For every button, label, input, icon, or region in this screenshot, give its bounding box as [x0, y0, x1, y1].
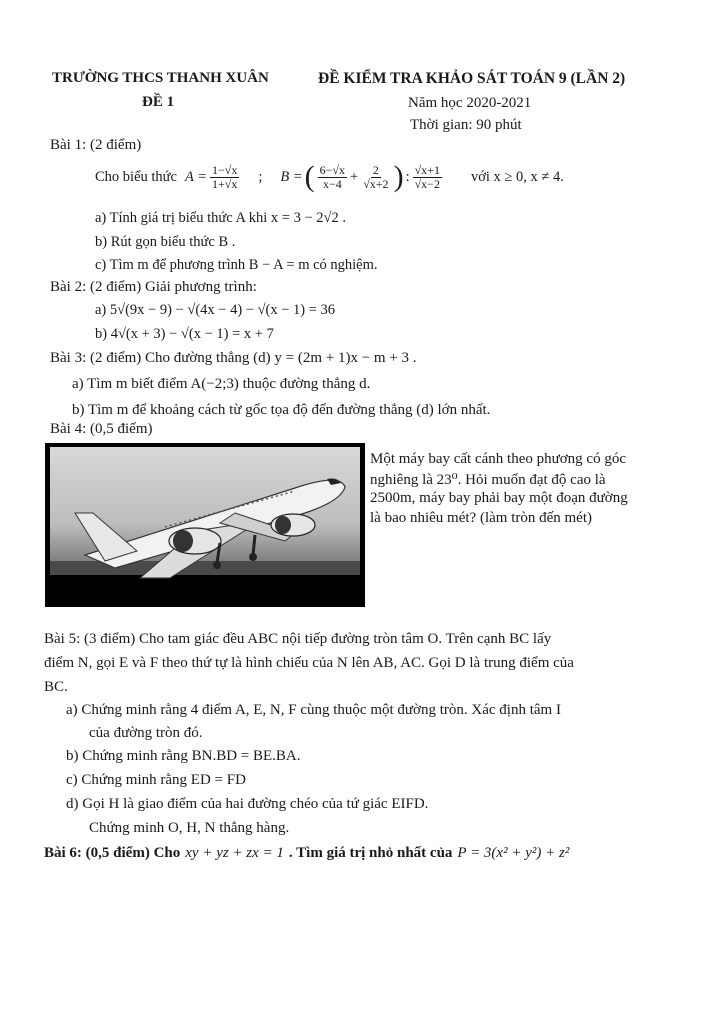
- problem-6: [44, 845, 569, 862]
- problem-3-heading: Bài 3: (2 điểm) Cho đường thẳng (d) y = (2m + 1)x − m + 3 .: [50, 350, 417, 366]
- problem-1c: c) Tìm m để phương trình B − A = m có nghiệm.: [95, 257, 378, 273]
- school-year: Năm học 2020-2021: [408, 95, 532, 111]
- expr-b-f3-numerator: √x+1: [414, 162, 440, 177]
- domain-condition: với x ≥ 0, x ≠ 4.: [470, 168, 564, 185]
- expr-b-f2-numerator: 2: [372, 162, 379, 177]
- school-name: TRƯỜNG THCS THANH XUÂN: [52, 70, 269, 86]
- expr-a-fraction: [210, 164, 239, 191]
- exam-title: ĐỀ KIỂM TRA KHẢO SÁT TOÁN 9 (LẦN 2): [318, 70, 626, 87]
- problem-5-line-3: BC.: [44, 679, 68, 695]
- problem-4-line-3: 2500m, máy bay phải bay một đoạn đường: [370, 490, 628, 506]
- expr-b-fraction-1: [318, 164, 347, 191]
- problem-5c: c) Chứng minh rằng ED = FD: [66, 772, 246, 788]
- expr-b-lhs: B =: [280, 168, 303, 185]
- problem-5-line-1: Bài 5: (3 điểm) Cho tam giác đều ABC nội tiếp đường tròn tâm O. Trên cạnh BC lấy: [44, 631, 552, 647]
- expr-separator: ;: [258, 168, 263, 185]
- problem-4-line-2: nghiêng là 23⁰. Hỏi muốn đạt độ cao là: [370, 472, 606, 488]
- expr-b-fraction-2: [361, 164, 390, 191]
- plus-sign: +: [350, 168, 359, 185]
- exam-code: ĐỀ 1: [142, 94, 175, 110]
- problem-1b: b) Rút gọn biểu thức B .: [95, 234, 236, 250]
- problem-1-expressions: [95, 162, 564, 192]
- exam-time: Thời gian: 90 phút: [410, 117, 522, 133]
- expr-intro: Cho biểu thức: [95, 168, 177, 185]
- expr-a-numerator: 1−√x: [211, 162, 238, 177]
- airplane-illustration: [45, 443, 365, 607]
- expr-b-f3-denominator: √x−2: [414, 176, 440, 191]
- problem-6-heading: Bài 6: (0,5 điểm) Cho: [44, 845, 181, 861]
- divide-sign: :: [405, 168, 410, 185]
- problem-5d-line-2: Chứng minh O, H, N thẳng hàng.: [89, 820, 290, 836]
- problem-4-line-1: Một máy bay cất cánh theo phương có góc: [370, 451, 626, 467]
- problem-5d-line-1: d) Gọi H là giao điểm của hai đường chéo của tứ giác EIFD.: [66, 796, 429, 812]
- problem-6-expression: P = 3(x² + y²) + z²: [457, 845, 570, 861]
- problem-2a: a) 5√(9x − 9) − √(4x − 4) − √(x − 1) = 36: [95, 302, 336, 318]
- problem-1-heading: Bài 1: (2 điểm): [50, 137, 142, 153]
- problem-5a-line-1: a) Chứng minh rằng 4 điểm A, E, N, F cùng thuộc một đường tròn. Xác định tâm I: [66, 702, 561, 718]
- problem-5a-line-2: của đường tròn đó.: [89, 725, 203, 741]
- problem-1a: a) Tính giá trị biểu thức A khi x = 3 − 2√2 .: [95, 210, 346, 226]
- problem-3a: a) Tìm m biết điểm A(−2;3) thuộc đường thẳng d.: [72, 376, 371, 392]
- problem-5-line-2: điểm N, gọi E và F theo thứ tự là hình chiếu của N lên AB, AC. Gọi D là trung điểm của: [44, 655, 574, 671]
- close-paren: ): [393, 160, 404, 193]
- problem-2-heading: Bài 2: (2 điểm) Giải phương trình:: [50, 279, 257, 295]
- problem-3b: b) Tìm m để khoảng cách từ gốc tọa độ đến đường thẳng (d) lớn nhất.: [72, 402, 491, 418]
- problem-5b: b) Chứng minh rằng BN.BD = BE.BA.: [66, 748, 301, 764]
- problem-4-line-4: là bao nhiêu mét? (làm tròn đến mét): [370, 510, 593, 526]
- problem-6-condition: xy + yz + zx = 1: [185, 845, 284, 861]
- expr-a-denominator: 1+√x: [211, 176, 238, 191]
- problem-4-heading: Bài 4: (0,5 điểm): [50, 421, 153, 437]
- expr-b-fraction-3: [413, 164, 442, 191]
- airplane-photo: [45, 443, 365, 607]
- open-paren: (: [304, 160, 315, 193]
- expr-b-f1-denominator: x−4: [322, 176, 342, 191]
- expr-b-f1-numerator: 6−√x: [319, 162, 346, 177]
- problem-6-question: . Tìm giá trị nhỏ nhất của: [288, 845, 453, 861]
- expr-a-lhs: A =: [184, 168, 207, 185]
- expr-b-f2-denominator: √x+2: [363, 176, 389, 191]
- problem-2b: b) 4√(x + 3) − √(x − 1) = x + 7: [95, 326, 274, 342]
